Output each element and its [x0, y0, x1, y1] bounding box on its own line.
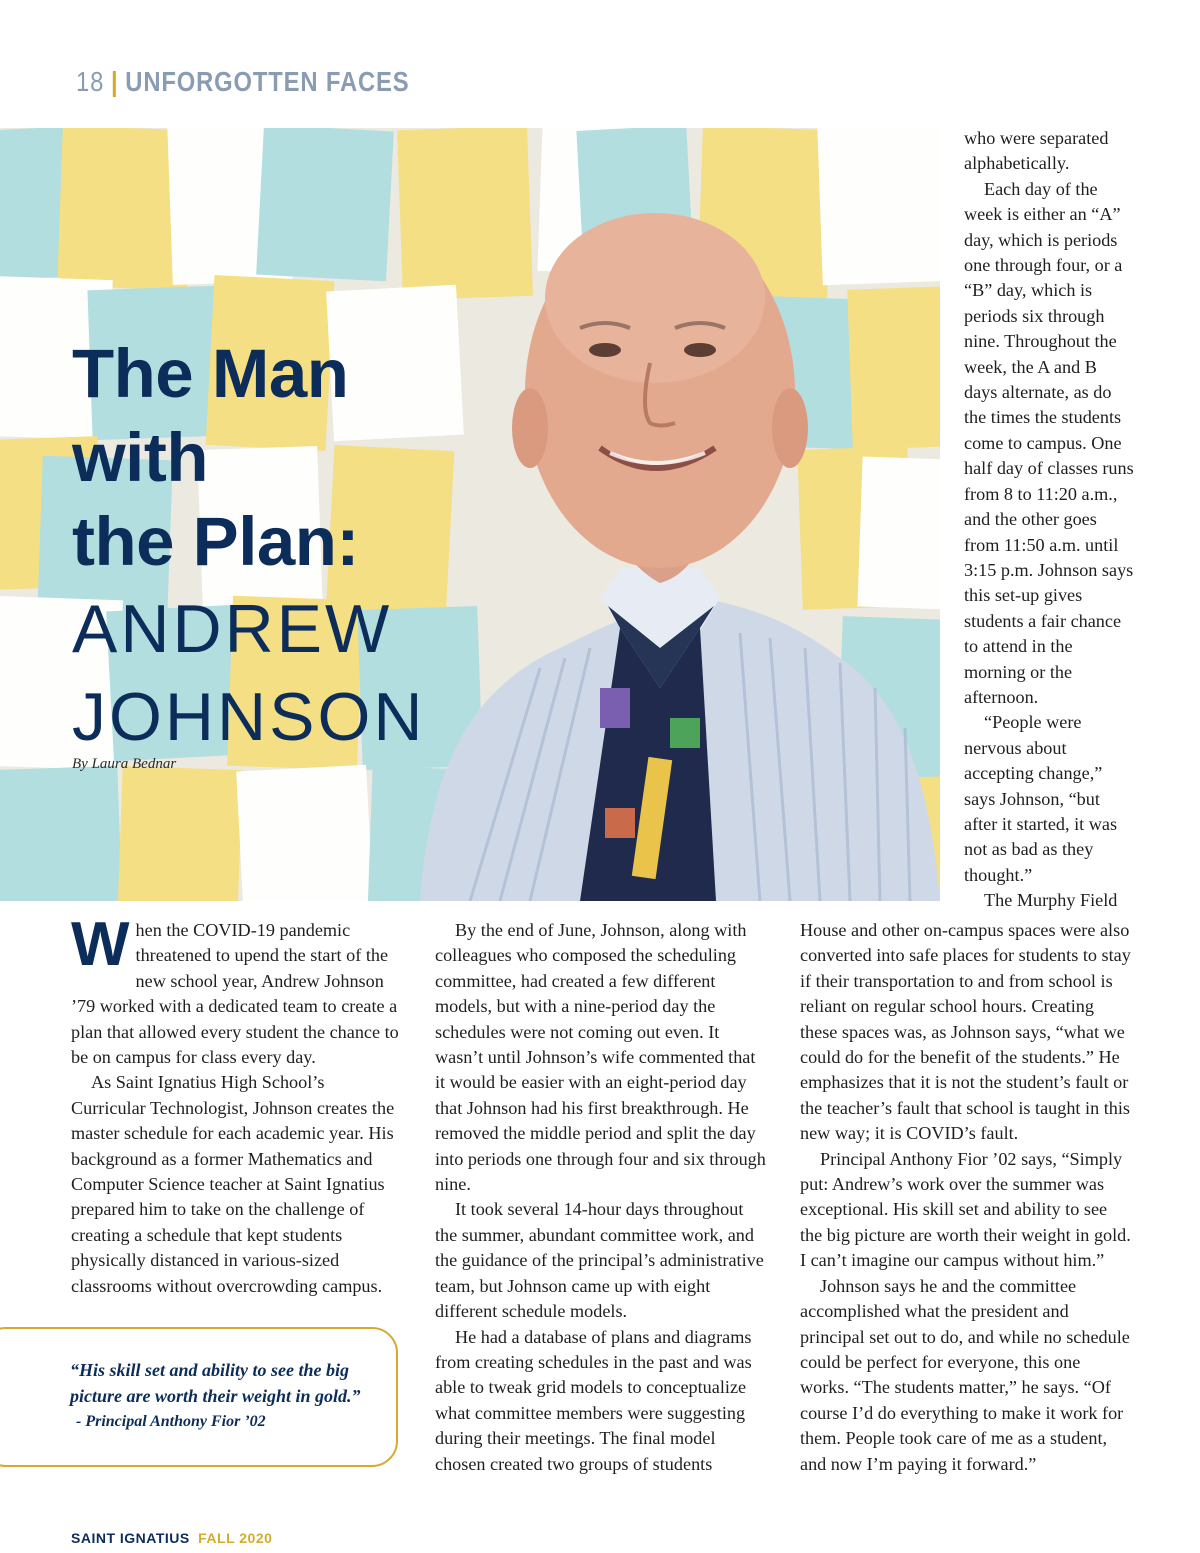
article-paragraph: House and other on-campus spaces were also converted into safe places for students to stay if their transportation to and from school is reliant on regular school hours. Creating these spaces was, as Johnson says, “what we could do for the benefit of the students.” He emphasizes that it is not the student’s fault or the teacher’s fault that school is taught in this new way; it is COVID’s fault.: [800, 920, 1131, 1144]
drop-cap: W: [71, 910, 130, 979]
article-paragraph: Johnson says he and the committee accomplished what the president and principal set out to do, and while no schedule could be perfect for everyone, this one works. “The students matter,” he says. “Of course I’d do everything to make it work for them. People took care of me as a student, and now I’m paying it forward.”: [800, 1275, 1130, 1474]
article-paragraph: By the end of June, Johnson, along with colleagues who composed the scheduling committee, had created a few different models, but with a nine-period day the schedules were not coming out even. It wasn’t until Johnson’s wife commented that it would be easier with an eight-period day that Johnson had his first breakthrough. He removed the middle period and split the day into periods one through four and six through nine.: [435, 920, 766, 1195]
publication-name: SAINT IGNATIUS: [71, 1530, 190, 1546]
page-number: 18: [76, 66, 105, 97]
byline: By Laura Bednar: [72, 756, 177, 772]
article-paragraph: It took several 14-hour days throughout the summer, abundant committee work, and the guidance of the principal’s administrative team, but Johnson came up with eight different schedule models.: [435, 1199, 764, 1322]
title-line-3: the Plan:: [72, 503, 359, 580]
article-paragraph: He had a database of plans and diagrams from creating schedules in the past and was able to tweak grid models to conceptualize what committee members were suggesting during their meetings. The final model chosen created two groups of students: [435, 1326, 752, 1474]
title-line-2: with: [72, 419, 208, 496]
article-column-3-top: [964, 126, 1134, 914]
article-paragraph: who were separated alphabetically.: [964, 128, 1109, 174]
pull-quote-attribution: - Principal Anthony Fior ’02: [76, 1413, 266, 1430]
page-header: [76, 66, 409, 98]
article-paragraph: As Saint Ignatius High School’s Curricular Technologist, Johnson creates the master schedule for each academic year. His background as a former Mathematics and Computer Science teacher at Saint Ignatius prepared him to take on the challenge of creating a schedule that kept students physically distanced in various-sized classrooms without overcrowding campus.: [71, 1072, 395, 1296]
issue-label: FALL 2020: [198, 1530, 273, 1546]
subject-first-name: ANDREW: [72, 591, 393, 667]
header-divider: |: [110, 66, 119, 97]
subject-last-name: JOHNSON: [72, 679, 426, 755]
article-column-3-bottom: [800, 918, 1132, 1477]
section-title: UNFORGOTTEN FACES: [125, 66, 410, 97]
pull-quote-text: “His skill set and ability to see the big picture are worth their weight in gold.”: [70, 1360, 361, 1406]
article-column-2: [435, 918, 767, 1477]
article-subject-name: [72, 585, 512, 761]
article-paragraph: Principal Anthony Fior ’02 says, “Simply put: Andrew’s work over the summer was exceptional. His skill set and ability to see the big picture are worth their weight in gold. I can’t imagine our campus without him.”: [800, 1148, 1131, 1271]
article-paragraph: [71, 910, 403, 1070]
article-column-1: [71, 910, 403, 1299]
article-paragraph: Each day of the week is either an “A” day, which is periods one through four, or a “B” day, which is periods six through nine. Throughout the week, the A and B days alternate, as do the times the students come to campus. One half day of classes runs from 8 to 11:20 a.m., and the other goes from 11:50 a.m. until 3:15 p.m. Johnson says this set-up gives students a fair chance to attend in the morning or the afternoon.: [964, 178, 1134, 707]
paragraph-text: hen the COVID-19 pandemic threatened to upend the start of the new school year, Andrew Johnson ’79 worked with a dedicated team to create a plan that allowed every student the chance to be on campus for class every day.: [71, 920, 399, 1068]
article-paragraph: “People were nervous about accepting change,” says Johnson, “but after it started, it was not as bad as they thought.”: [964, 712, 1118, 885]
page-footer: [71, 1530, 272, 1546]
article-paragraph: The Murphy Field: [984, 890, 1118, 911]
article-title: [72, 332, 512, 584]
title-line-1: The Man: [72, 335, 349, 412]
